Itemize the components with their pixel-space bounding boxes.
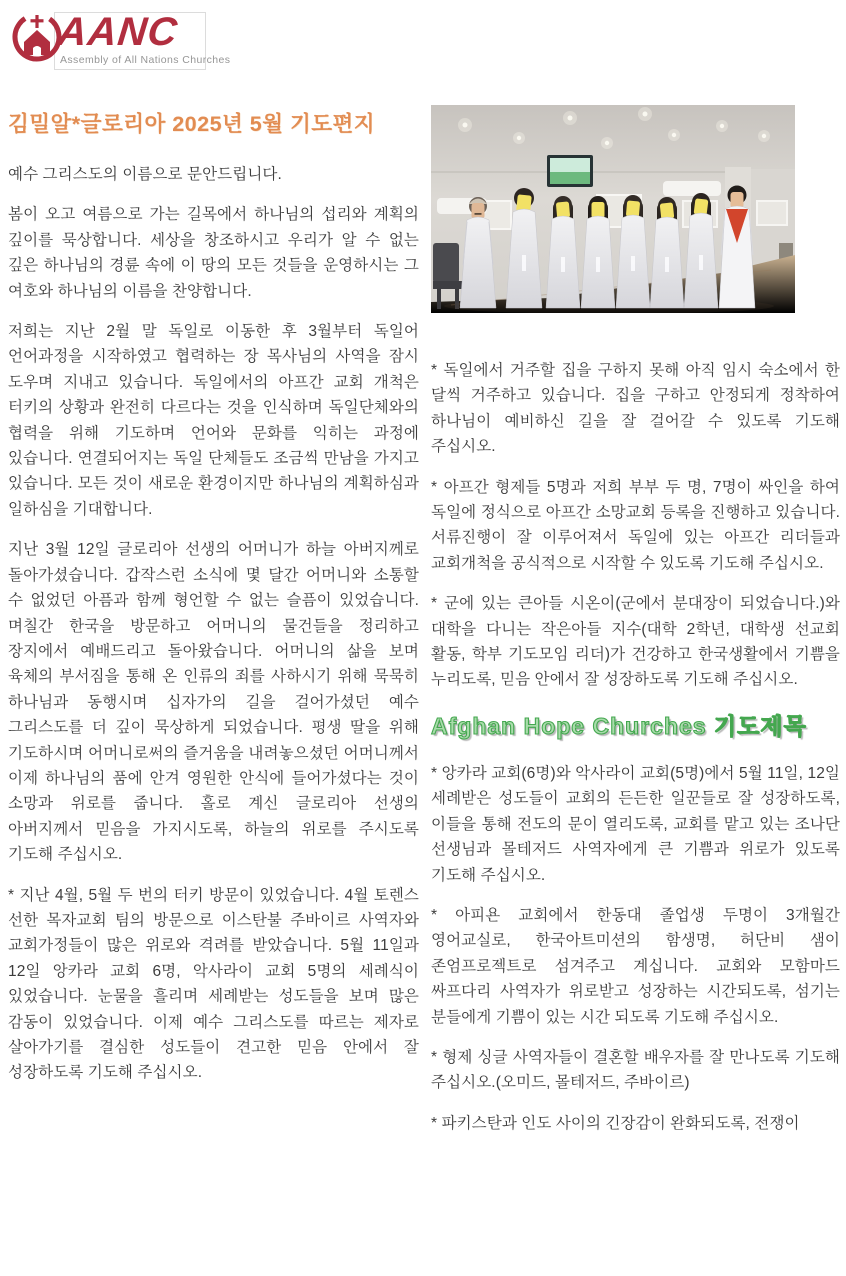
paragraph-greeting: 예수 그리스도의 이름으로 문안드립니다. xyxy=(8,166,282,183)
paragraph-pakistan-india: * 파키스탄과 인도 사이의 긴장감이 완화되도록, 전쟁이 xyxy=(431,1114,800,1132)
paragraph-praise: 봄이 오고 여름으로 가는 길목에서 하나님의 섭리와 계획의 깊이를 묵상합니다. 세상을 창조하시고 우리가 알 수 없는 깊은 하나님의 경륜 속에 이 땅의 모든 것들을 운영하시는 그 여호와 하나님의 이름을 찬양합니다. xyxy=(8,206,419,300)
paragraph-afyon: * 아피욘 교회에서 한동대 졸업생 두명이 3개월간 영어교실로, 한국아트미션의 함생명, 허단비 샘이 존엄프로젝트로 섬겨주고 계십니다. 교회와 모함마드 싸프다리 사역자가 위로받고 성장하는 시간되도록, 섬기는 분들에게 기쁨이 있는 시간 되도록 기도해 주십시오. xyxy=(431,906,840,1026)
paragraph-sons: * 군에 있는 큰아들 시온이(군에서 분대장이 되었습니다.)와 대학을 다니는 작은아들 지수(대학 2학년, 대학생 선교회 활동, 학부 기도모임 리더)가 건강하고 한국생활에서 기쁨을 누리도록, 믿음 안에서 잘 성장하도록 기도해 주십시오. xyxy=(431,595,840,689)
paragraph-mother-passing: 지난 3월 12일 글로리아 선생의 어머니가 하늘 아버지께로 돌아가셨습니다. 갑작스런 소식에 몇 달간 어머니와 소통할 수 없었던 아픔과 함께 형언할 수 없는 슬픔이 있었습니다. 며칠간 한국을 방문하고 어머니의 물건들을 정리하고 장지에서 예배드리고 돌아왔습니다. 어머니의 삶을 보며 육체의 부서짐을 통해 온 인류의 죄를 사하시기 위해 묵묵히 하나님과 동행시며 십자가의 길을 걸어가셨던 예수 그리스도를 더 깊이 묵상하게 되었습니다. 평생 딸을 위해 기도하시며 어머니로써의 즐거움을 내려놓으셨던 어머니께서 이제 하나님의 품에 안겨 영원한 안식에 들어가셨다는 것이 소망과 위로를 줍니다. 홀로 계신 글로리아 선생의 아버지께서 믿음을 가지시도록, 하늘의 위로를 주시도록 기도해 주십시오. xyxy=(8,541,419,864)
baptism-photo-illustration xyxy=(431,105,795,313)
paragraph-ankara-aksaray: * 앙카라 교회(6명)와 악사라이 교회(5명)에서 5월 11일, 12일 세례받은 성도들이 교회의 든든한 일꾼들로 잘 성장하도록, 이들을 통해 전도의 문이 열리도록, 교회를 맡고 있는 조나단 선생님과 몰테저드 사역자에게 큰 기쁨과 위로가 있도록 기도해 주십시오. xyxy=(431,764,840,884)
air-conditioner xyxy=(663,181,721,196)
left-column xyxy=(8,105,419,1101)
logo-tagline: Assembly of All Nations Churches xyxy=(60,54,231,66)
window xyxy=(757,201,787,225)
paragraph-single-workers: * 형제 싱글 사역자들이 결혼할 배우자를 잘 만나도록 기도해 주십시오.(오미드, 몰테저드, 주바이르) xyxy=(431,1048,840,1092)
paragraph-housing: * 독일에서 거주할 집을 구하지 못해 아직 임시 숙소에서 한 달씩 거주하고 있습니다. 집을 구하고 안정되게 정착하여 하나님이 예비하신 길을 잘 걸어갈 수 있도록 기도해 주십시오. xyxy=(431,362,840,456)
paragraph-turkey-visit: * 지난 4월, 5월 두 번의 터키 방문이 있었습니다. 4월 토렌스 선한 목자교회 팀의 방문으로 이스탄불 주바이르 사역자와 교회가정들이 많은 위로와 격려를 받았습니다. 5월 11일과 12일 앙카라 교회 6명, 악사라이 교회 5명의 세례식이 있었습니다. 눈물을 흘리며 세례받는 성도들을 보며 많은 감동이 있었습니다. 이제 예수 그리스도를 따르는 제자로 살아가기를 결심한 성도들이 견고한 믿음 안에서 잘 성장하도록 기도해 주십시오. xyxy=(8,886,419,1082)
logo-header xyxy=(10,6,270,76)
tv-screen xyxy=(547,155,593,187)
logo-acronym: AANC xyxy=(55,10,180,54)
letter-title: 김밀알*글로리아 2025년 5월 기도편지 xyxy=(8,112,376,136)
baptism-group-photo xyxy=(431,105,795,313)
right-column xyxy=(431,105,840,1151)
section-heading-afghan-hope: Afghan Hope Churches 기도제목 xyxy=(431,712,807,739)
paragraph-church-registration: * 아프간 형제들 5명과 저희 부부 두 명, 7명이 싸인을 하여 독일에 정식으로 아프간 소망교회 등록을 진행하고 있습니다. 서류진행이 잘 이루어져서 독일에 있는 아프간 리더들과 교회개척을 공식적으로 시작할 수 있도록 기도해 주십시오. xyxy=(431,478,840,572)
paragraph-germany-update: 저희는 지난 2월 말 독일로 이동한 후 3월부터 독일어 언어과정을 시작하였고 협력하는 장 목사님의 사역을 잠시 도우며 지내고 있습니다. 독일에서의 아프간 교회 개척은 터키의 상황과 완전히 다르다는 것을 인식하며 독일단체와의 협력을 위해 기도하며 언어와 문화를 익히는 과정에 있습니다. 연결되어지는 독일 단체들도 조금씩 만남을 가지고 있습니다. 모든 것이 새로운 환경이지만 하나님의 계획하심과 일하심을 기대합니다. xyxy=(8,323,419,518)
